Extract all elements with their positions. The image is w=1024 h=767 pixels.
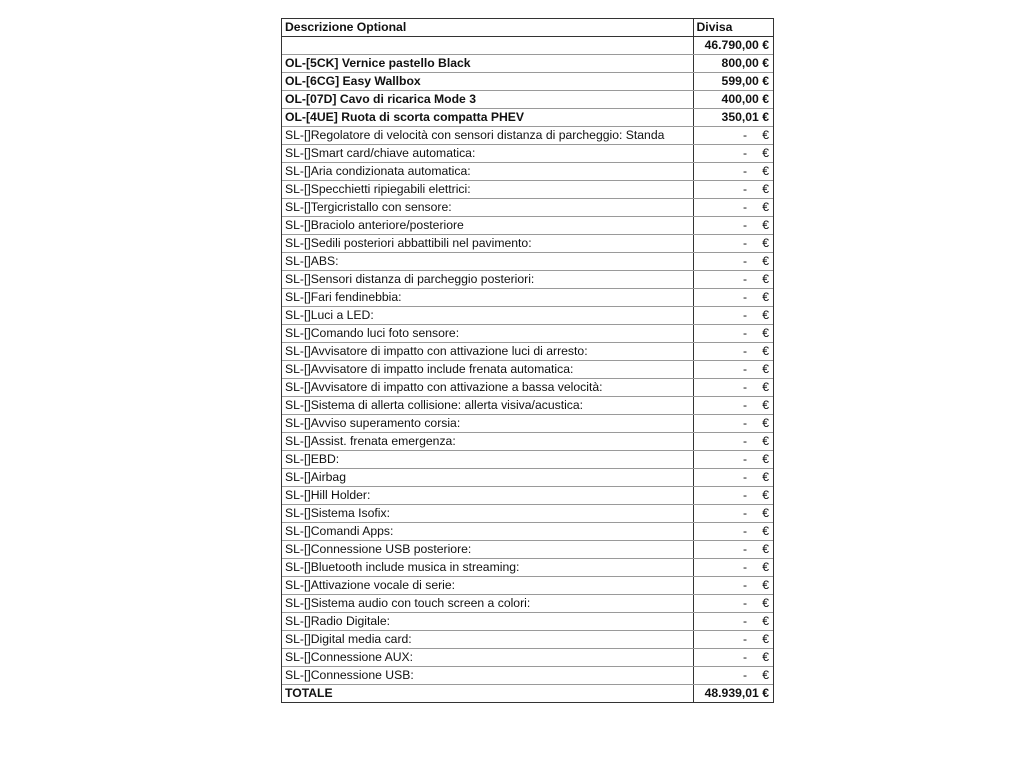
standard-feature-label: SL-[]Connessione AUX:	[282, 649, 693, 667]
currency-symbol: €	[762, 326, 769, 341]
standard-feature-label: SL-[]Attivazione vocale di serie:	[282, 577, 693, 595]
standard-feature-label: SL-[]Sistema Isofix:	[282, 505, 693, 523]
standard-feature-row	[282, 451, 773, 469]
dash-placeholder: -	[742, 596, 747, 611]
dash-placeholder: -	[742, 164, 747, 179]
option-label: OL-[5CK] Vernice pastello Black	[282, 55, 693, 73]
standard-feature-row	[282, 667, 773, 685]
standard-feature-value	[693, 559, 773, 577]
standard-feature-value	[693, 631, 773, 649]
option-row	[282, 109, 773, 127]
standard-feature-row	[282, 235, 773, 253]
standard-feature-label: SL-[]Radio Digitale:	[282, 613, 693, 631]
dash-placeholder: -	[742, 200, 747, 215]
currency-symbol: €	[762, 488, 769, 503]
currency-symbol: €	[762, 272, 769, 287]
dash-placeholder: -	[742, 668, 747, 683]
option-row	[282, 91, 773, 109]
standard-feature-label: SL-[]Comandi Apps:	[282, 523, 693, 541]
standard-feature-value	[693, 523, 773, 541]
price-table-sheet	[281, 18, 774, 703]
dash-placeholder: -	[742, 578, 747, 593]
standard-feature-row	[282, 559, 773, 577]
standard-feature-row	[282, 325, 773, 343]
standard-feature-row	[282, 541, 773, 559]
standard-feature-value	[693, 541, 773, 559]
currency-symbol: €	[762, 596, 769, 611]
dash-placeholder: -	[742, 380, 747, 395]
standard-feature-label: SL-[]Specchietti ripiegabili elettrici:	[282, 181, 693, 199]
standard-feature-row	[282, 613, 773, 631]
currency-symbol: €	[762, 524, 769, 539]
standard-feature-row	[282, 505, 773, 523]
table-body	[282, 19, 773, 702]
currency-symbol: €	[762, 380, 769, 395]
header-currency: Divisa	[693, 19, 773, 37]
currency-symbol: €	[762, 668, 769, 683]
standard-feature-label: SL-[]Connessione USB posteriore:	[282, 541, 693, 559]
currency-symbol: €	[762, 506, 769, 521]
option-value: 400,00 €	[693, 91, 773, 109]
standard-feature-value	[693, 379, 773, 397]
standard-feature-label: SL-[]Fari fendinebbia:	[282, 289, 693, 307]
standard-feature-label: SL-[]EBD:	[282, 451, 693, 469]
option-label: OL-[4UE] Ruota di scorta compatta PHEV	[282, 109, 693, 127]
standard-feature-label: SL-[]Smart card/chiave automatica:	[282, 145, 693, 163]
currency-symbol: €	[762, 578, 769, 593]
standard-feature-row	[282, 199, 773, 217]
standard-feature-value	[693, 595, 773, 613]
standard-feature-label: SL-[]Comando luci foto sensore:	[282, 325, 693, 343]
standard-feature-label: SL-[]Avviso superamento corsia:	[282, 415, 693, 433]
option-label: OL-[6CG] Easy Wallbox	[282, 73, 693, 91]
standard-feature-row	[282, 577, 773, 595]
standard-feature-row	[282, 631, 773, 649]
standard-feature-label: SL-[]Avvisatore di impatto include frenata automatica:	[282, 361, 693, 379]
standard-feature-row	[282, 145, 773, 163]
currency-symbol: €	[762, 200, 769, 215]
currency-symbol: €	[762, 146, 769, 161]
standard-feature-label: SL-[]Avvisatore di impatto con attivazione luci di arresto:	[282, 343, 693, 361]
standard-feature-label: SL-[]Bluetooth include musica in streaming:	[282, 559, 693, 577]
standard-feature-value	[693, 649, 773, 667]
dash-placeholder: -	[742, 254, 747, 269]
currency-symbol: €	[762, 542, 769, 557]
total-label: TOTALE	[282, 685, 693, 703]
option-row	[282, 73, 773, 91]
standard-feature-value	[693, 289, 773, 307]
standard-feature-value	[693, 181, 773, 199]
standard-feature-row	[282, 181, 773, 199]
standard-feature-label: SL-[]Sedili posteriori abbattibili nel pavimento:	[282, 235, 693, 253]
standard-feature-value	[693, 487, 773, 505]
standard-feature-value	[693, 343, 773, 361]
standard-feature-label: SL-[]Aria condizionata automatica:	[282, 163, 693, 181]
dash-placeholder: -	[742, 128, 747, 143]
standard-feature-label: SL-[]Sistema audio con touch screen a colori:	[282, 595, 693, 613]
table-header-row	[282, 19, 773, 37]
currency-symbol: €	[762, 560, 769, 575]
dash-placeholder: -	[742, 182, 747, 197]
dash-placeholder: -	[742, 470, 747, 485]
standard-feature-row	[282, 307, 773, 325]
standard-feature-label: SL-[]Assist. frenata emergenza:	[282, 433, 693, 451]
dash-placeholder: -	[742, 434, 747, 449]
standard-feature-value	[693, 667, 773, 685]
dash-placeholder: -	[742, 614, 747, 629]
standard-feature-label: SL-[]Digital media card:	[282, 631, 693, 649]
dash-placeholder: -	[742, 452, 747, 467]
dash-placeholder: -	[742, 344, 747, 359]
standard-feature-row	[282, 163, 773, 181]
dash-placeholder: -	[742, 542, 747, 557]
total-row	[282, 685, 773, 703]
currency-symbol: €	[762, 470, 769, 485]
currency-symbol: €	[762, 650, 769, 665]
currency-symbol: €	[762, 290, 769, 305]
standard-feature-row	[282, 595, 773, 613]
standard-feature-label: SL-[]Braciolo anteriore/posteriore	[282, 217, 693, 235]
currency-symbol: €	[762, 398, 769, 413]
standard-feature-value	[693, 199, 773, 217]
currency-symbol: €	[762, 416, 769, 431]
standard-feature-value	[693, 613, 773, 631]
standard-feature-label: SL-[]Regolatore di velocità con sensori distanza di parcheggio: Standa	[282, 127, 693, 145]
standard-feature-row	[282, 217, 773, 235]
option-value: 350,01 €	[693, 109, 773, 127]
currency-symbol: €	[762, 254, 769, 269]
standard-feature-value	[693, 433, 773, 451]
standard-feature-label: SL-[]Connessione USB:	[282, 667, 693, 685]
options-price-table	[282, 19, 773, 702]
standard-feature-value	[693, 469, 773, 487]
option-value: 800,00 €	[693, 55, 773, 73]
standard-feature-value	[693, 451, 773, 469]
standard-feature-row	[282, 253, 773, 271]
standard-feature-value	[693, 271, 773, 289]
dash-placeholder: -	[742, 146, 747, 161]
standard-feature-label: SL-[]Luci a LED:	[282, 307, 693, 325]
dash-placeholder: -	[742, 362, 747, 377]
standard-feature-row	[282, 397, 773, 415]
base-price-label	[282, 37, 693, 55]
currency-symbol: €	[762, 632, 769, 647]
dash-placeholder: -	[742, 488, 747, 503]
standard-feature-row	[282, 271, 773, 289]
option-row	[282, 55, 773, 73]
dash-placeholder: -	[742, 506, 747, 521]
standard-feature-value	[693, 415, 773, 433]
currency-symbol: €	[762, 218, 769, 233]
standard-feature-value	[693, 397, 773, 415]
option-value: 599,00 €	[693, 73, 773, 91]
standard-feature-label: SL-[]Sensori distanza di parcheggio posteriori:	[282, 271, 693, 289]
standard-feature-label: SL-[]Avvisatore di impatto con attivazione a bassa velocità:	[282, 379, 693, 397]
standard-feature-label: SL-[]Sistema di allerta collisione: allerta visiva/acustica:	[282, 397, 693, 415]
dash-placeholder: -	[742, 524, 747, 539]
standard-feature-value	[693, 577, 773, 595]
currency-symbol: €	[762, 362, 769, 377]
dash-placeholder: -	[742, 398, 747, 413]
dash-placeholder: -	[742, 308, 747, 323]
standard-feature-row	[282, 469, 773, 487]
currency-symbol: €	[762, 434, 769, 449]
standard-feature-label: SL-[]Hill Holder:	[282, 487, 693, 505]
standard-feature-value	[693, 235, 773, 253]
standard-feature-value	[693, 127, 773, 145]
dash-placeholder: -	[742, 326, 747, 341]
base-price-value: 46.790,00 €	[693, 37, 773, 55]
standard-feature-value	[693, 505, 773, 523]
standard-feature-row	[282, 343, 773, 361]
dash-placeholder: -	[742, 560, 747, 575]
standard-feature-value	[693, 361, 773, 379]
dash-placeholder: -	[742, 290, 747, 305]
standard-feature-row	[282, 649, 773, 667]
standard-feature-value	[693, 307, 773, 325]
standard-feature-row	[282, 379, 773, 397]
currency-symbol: €	[762, 164, 769, 179]
standard-feature-row	[282, 415, 773, 433]
standard-feature-row	[282, 289, 773, 307]
total-value: 48.939,01 €	[693, 685, 773, 703]
dash-placeholder: -	[742, 416, 747, 431]
standard-feature-value	[693, 217, 773, 235]
standard-feature-row	[282, 487, 773, 505]
standard-feature-value	[693, 145, 773, 163]
option-label: OL-[07D] Cavo di ricarica Mode 3	[282, 91, 693, 109]
standard-feature-value	[693, 253, 773, 271]
standard-feature-label: SL-[]Tergicristallo con sensore:	[282, 199, 693, 217]
currency-symbol: €	[762, 308, 769, 323]
dash-placeholder: -	[742, 236, 747, 251]
standard-feature-row	[282, 127, 773, 145]
standard-feature-label: SL-[]ABS:	[282, 253, 693, 271]
standard-feature-value	[693, 325, 773, 343]
currency-symbol: €	[762, 452, 769, 467]
currency-symbol: €	[762, 344, 769, 359]
currency-symbol: €	[762, 182, 769, 197]
base-price-row	[282, 37, 773, 55]
dash-placeholder: -	[742, 650, 747, 665]
standard-feature-label: SL-[]Airbag	[282, 469, 693, 487]
standard-feature-value	[693, 163, 773, 181]
standard-feature-row	[282, 523, 773, 541]
standard-feature-row	[282, 361, 773, 379]
dash-placeholder: -	[742, 218, 747, 233]
standard-feature-row	[282, 433, 773, 451]
dash-placeholder: -	[742, 632, 747, 647]
header-description: Descrizione Optional	[282, 19, 693, 37]
currency-symbol: €	[762, 236, 769, 251]
currency-symbol: €	[762, 128, 769, 143]
dash-placeholder: -	[742, 272, 747, 287]
currency-symbol: €	[762, 614, 769, 629]
